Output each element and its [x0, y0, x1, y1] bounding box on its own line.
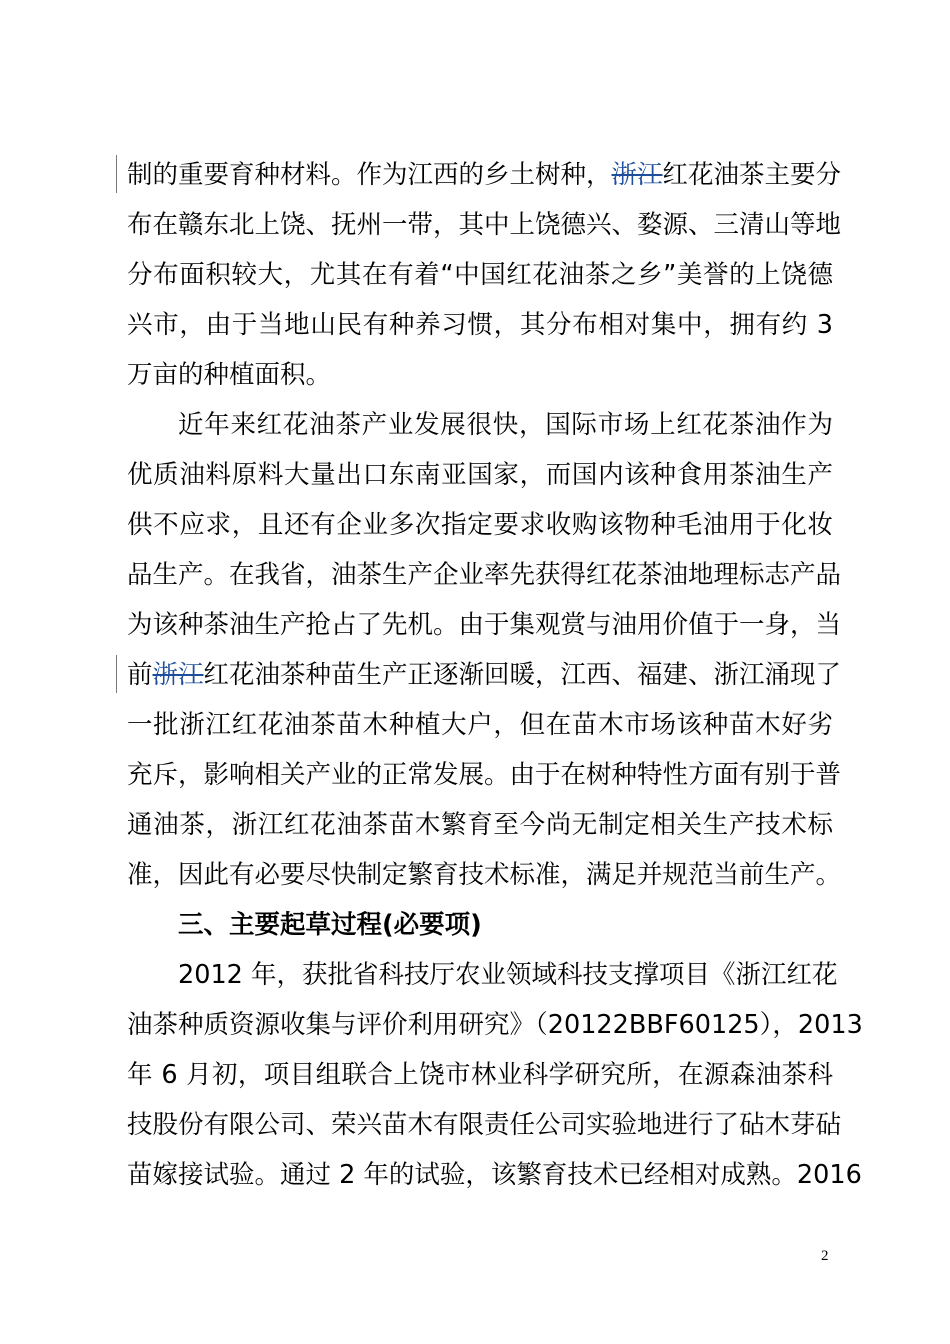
paragraph2-line4: 品生产。在我省，油茶生产企业率先获得红花茶油地理标志产品	[127, 560, 842, 590]
section-heading: 三、主要起草过程(必要项)	[178, 910, 482, 940]
paragraph2-line7: 一批浙江红花油茶苗木种植大户，但在苗木市场该种苗木好劣	[127, 710, 833, 740]
paragraph2-line1: 近年来红花油茶产业发展很快，国际市场上红花茶油作为	[178, 410, 833, 440]
text-span: 制的重要育种材料。作为江西的乡土树种，	[127, 160, 612, 190]
paragraph1-line2: 布在赣东北上饶、抚州一带，其中上饶德兴、婺源、三清山等地	[127, 210, 842, 240]
paragraph2-line5: 为该种茶油生产抢占了先机。由于集观赏与油用价值于一身，当	[127, 610, 842, 640]
paragraph3-line3: 年 6 月初，项目组联合上饶市林业科学研究所，在源森油茶科	[127, 1060, 833, 1090]
paragraph3-line2: 油茶种质资源收集与评价利用研究》（20122BBF60125），2013	[127, 1010, 863, 1040]
tracked-deletion[interactable]: 浙江	[611, 160, 663, 190]
paragraph2-line2: 优质油料原料大量出口东南亚国家，而国内该种食用茶油生产	[127, 460, 833, 490]
page-number: 2	[821, 1248, 829, 1264]
revision-change-bar	[116, 155, 117, 193]
paragraph3-line5: 苗嫁接试验。通过 2 年的试验，该繁育技术已经相对成熟。2016	[127, 1160, 862, 1190]
paragraph2-line6	[127, 655, 842, 695]
paragraph2-line9: 通油茶，浙江红花油茶苗木繁育至今尚无制定相关生产技术标	[127, 810, 833, 840]
text-span: 前	[127, 660, 153, 690]
paragraph2-line3: 供不应求，且还有企业多次指定要求收购该物种毛油用于化妆	[127, 510, 833, 540]
tracked-deletion[interactable]: 浙江	[152, 660, 204, 690]
text-span: 红花油茶种苗生产正逐渐回暖，江西、福建、浙江涌现了	[203, 660, 842, 690]
paragraph1-line4: 兴市，由于当地山民有种养习惯，其分布相对集中，拥有约 3	[127, 310, 833, 340]
paragraph3-line4: 技股份有限公司、荣兴苗木有限责任公司实验地进行了砧木芽砧	[127, 1110, 842, 1140]
paragraph1-line5: 万亩的种植面积。	[127, 360, 332, 390]
paragraph1-line1	[127, 155, 842, 195]
paragraph3-line1: 2012 年，获批省科技厅农业领域科技支撑项目《浙江红花	[178, 960, 838, 990]
paragraph2-line8: 充斥，影响相关产业的正常发展。由于在树种特性方面有别于普	[127, 760, 842, 790]
paragraph2-line10: 准，因此有必要尽快制定繁育技术标准，满足并规范当前生产。	[127, 860, 842, 890]
text-span: 红花油茶主要分	[662, 160, 842, 190]
revision-change-bar	[116, 655, 117, 693]
paragraph1-line3: 分布面积较大，尤其在有着“中国红花油茶之乡”美誉的上饶德	[127, 260, 833, 290]
